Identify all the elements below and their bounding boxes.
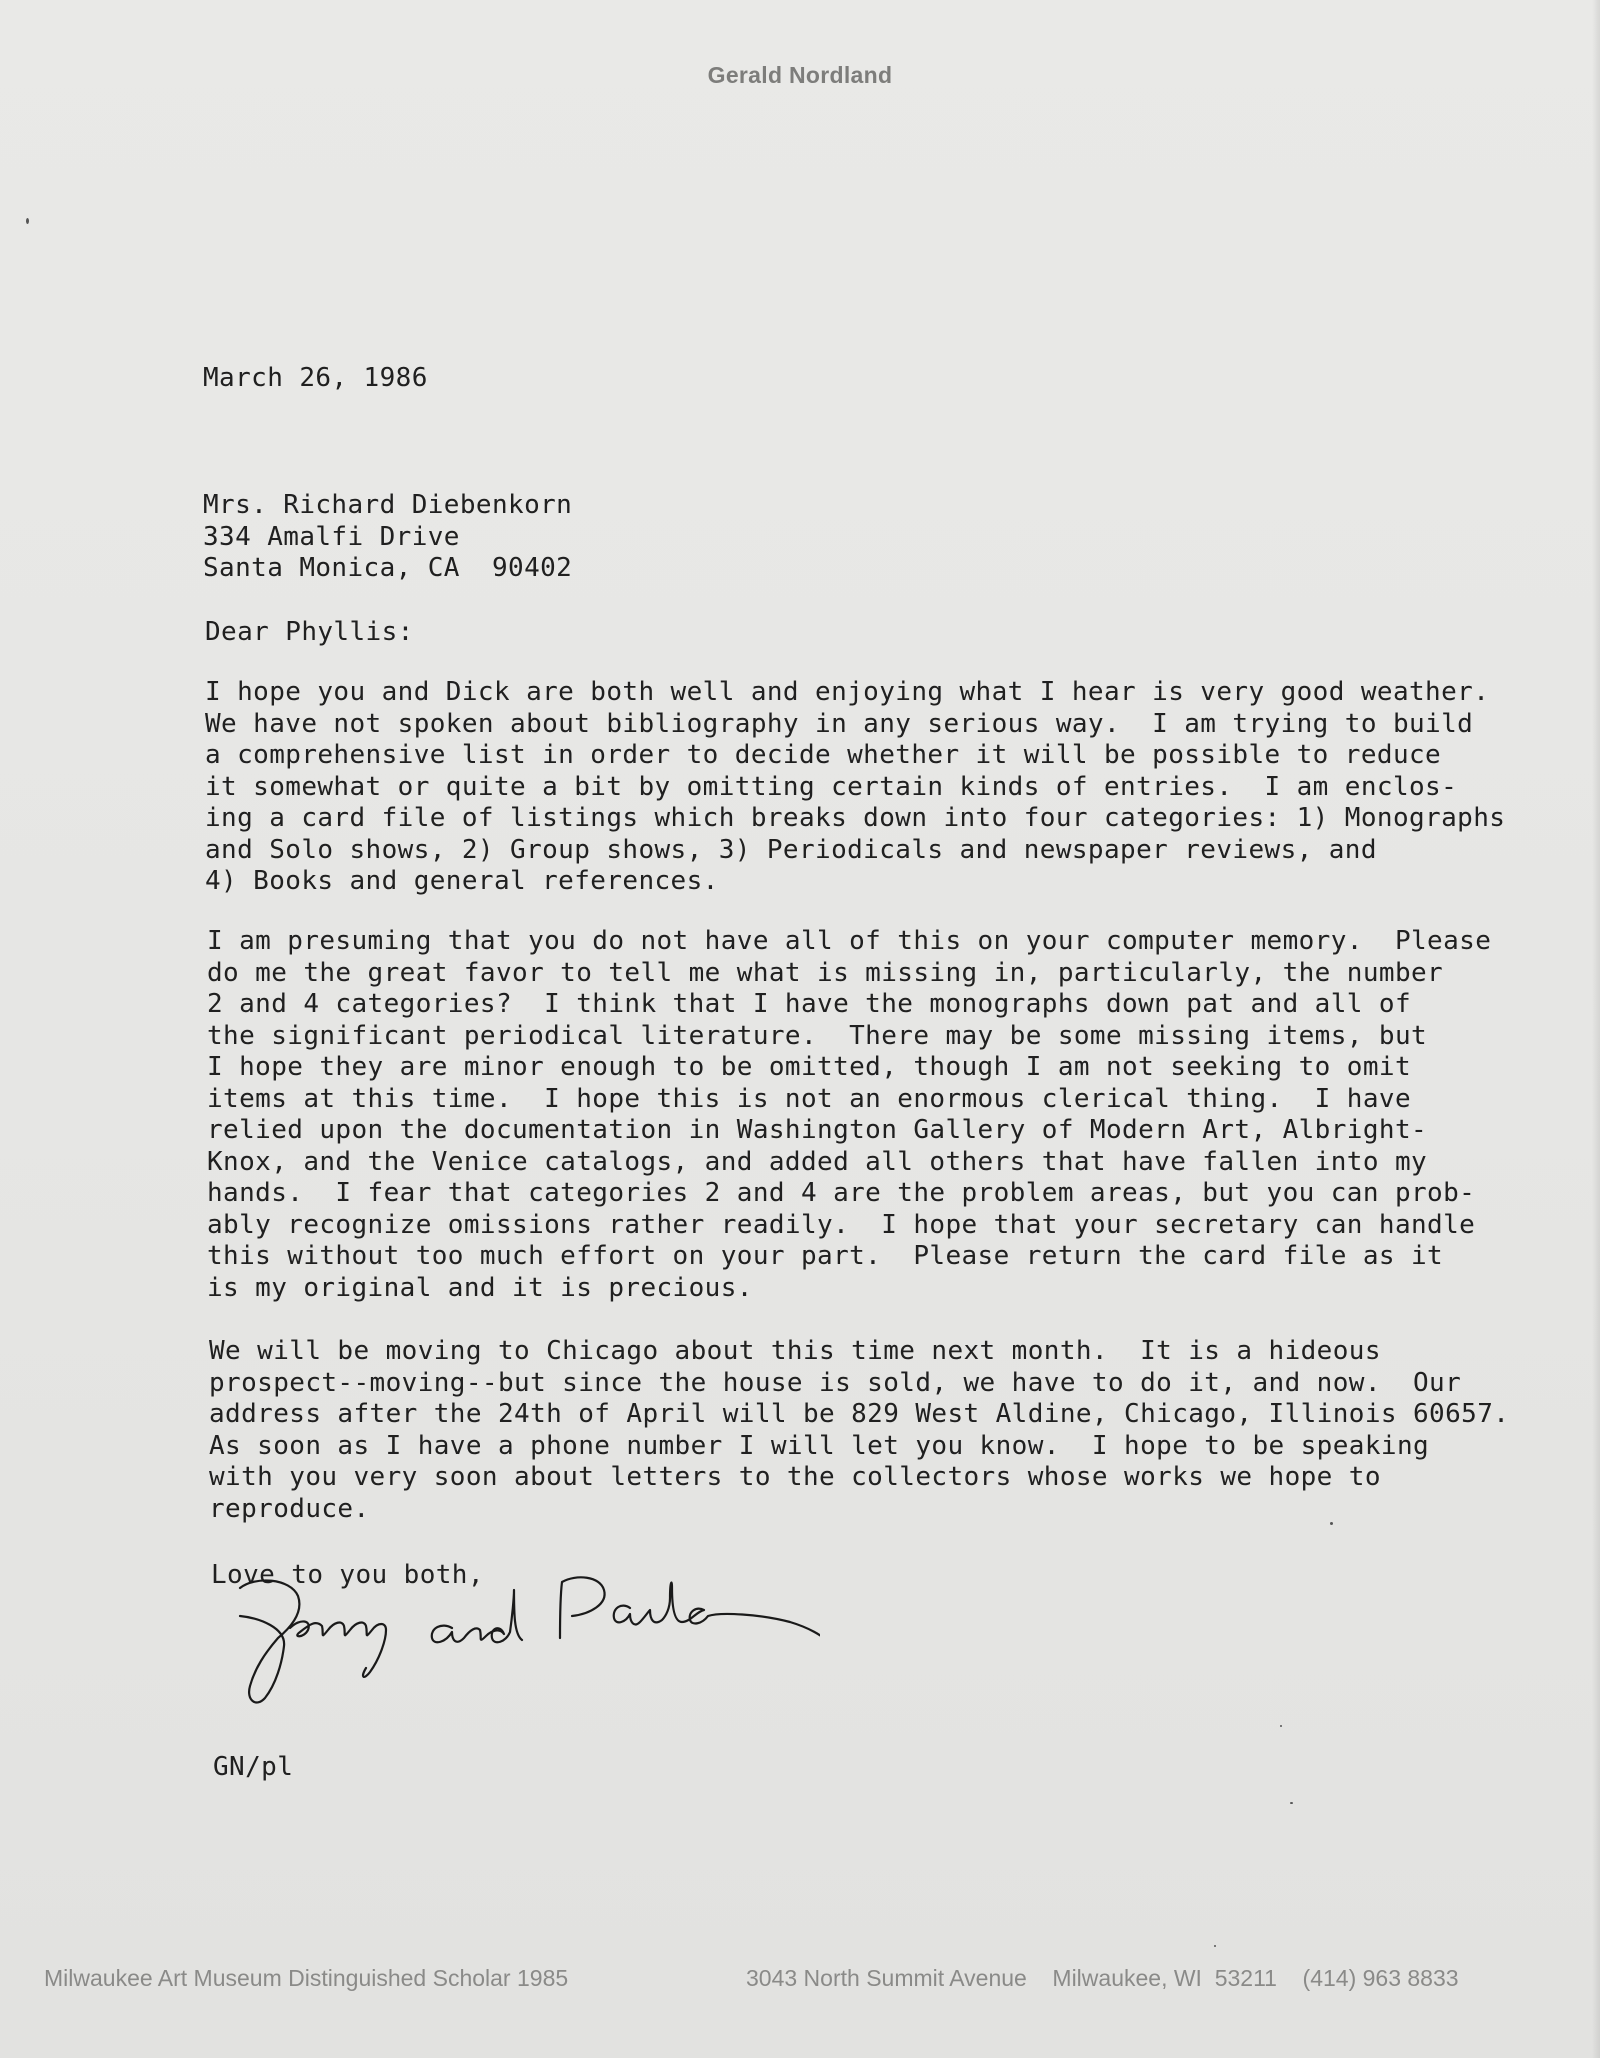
paper-speck [1280, 1725, 1282, 1727]
recipient-address [203, 490, 572, 585]
paper-speck [1330, 1522, 1333, 1525]
handwritten-signature [220, 1568, 820, 1718]
paper-speck [1290, 1802, 1293, 1804]
salutation: Dear Phyllis: [205, 617, 414, 647]
letter-date: March 26, 1986 [203, 363, 428, 393]
body-paragraph-1: I hope you and Dick are both well and enjoying what I hear is very good weather. We have not spoken about bibliography in any serious way. I am trying to build a comprehensive list in order to decide whether it will be possible to reduce it somewhat or quite a bit by omitting certain kinds of entries. I am enclos- ing a card file of listings which breaks down into four categories: 1) Monographs and Solo shows, 2) Group shows, 3) Periodicals and newspaper reviews, and 4) Books and general references. [205, 677, 1506, 896]
typist-initials: GN/pl [213, 1752, 294, 1782]
footer-affiliation: Milwaukee Art Museum Distinguished Scholar 1985 [44, 1965, 569, 1991]
recipient-name: Mrs. Richard Diebenkorn [203, 490, 573, 520]
closing-line: Love to you both, [211, 1560, 484, 1590]
letterhead-name: Gerald Nordland [707, 62, 893, 88]
body-paragraph-3: We will be moving to Chicago about this time next month. It is a hideous prospect--moving--but since the house is sold, we have to do it, and now. Our address after the 24th of April will be 829 West Aldine, Chicago, Illinois 60657. As soon as I have a phone number I will let you know. I hope to be speaking with you very soon about letters to the collectors whose works we hope to reproduce. [209, 1336, 1510, 1524]
recipient-city: Santa Monica, CA 90402 [203, 553, 573, 583]
paper-speck [26, 218, 29, 224]
recipient-street: 334 Amalfi Drive [203, 521, 460, 552]
paper-speck [1214, 1945, 1216, 1947]
footer-contact: 3043 North Summit Avenue Milwaukee, WI 53211 (414) 963 8833 [746, 1965, 1459, 1991]
body-paragraph-2: I am presuming that you do not have all of this on your computer memory. Please do me the great favor to tell me what is missing in, particularly, the number 2 and 4 categories? I think that I have the monographs down pat and all of the significant periodical literature. There may be some missing items, but I hope they are minor enough to be omitted, though I am not seeking to omit items at this time. I hope this is not an enormous clerical thing. I have relied upon the documentation in Washington Gallery of Modern Art, Albright- Knox, and the Venice catalogs, and added all others that have fallen into my hands. I fear that categories 2 and 4 are the problem areas, but you can prob- ably recognize omissions rather readily. I hope that your secretary can handle this without too much effort on your part. Please return the card file as it is my original and it is precious. [207, 926, 1492, 1303]
page-edge-shadow [1592, 0, 1600, 2058]
